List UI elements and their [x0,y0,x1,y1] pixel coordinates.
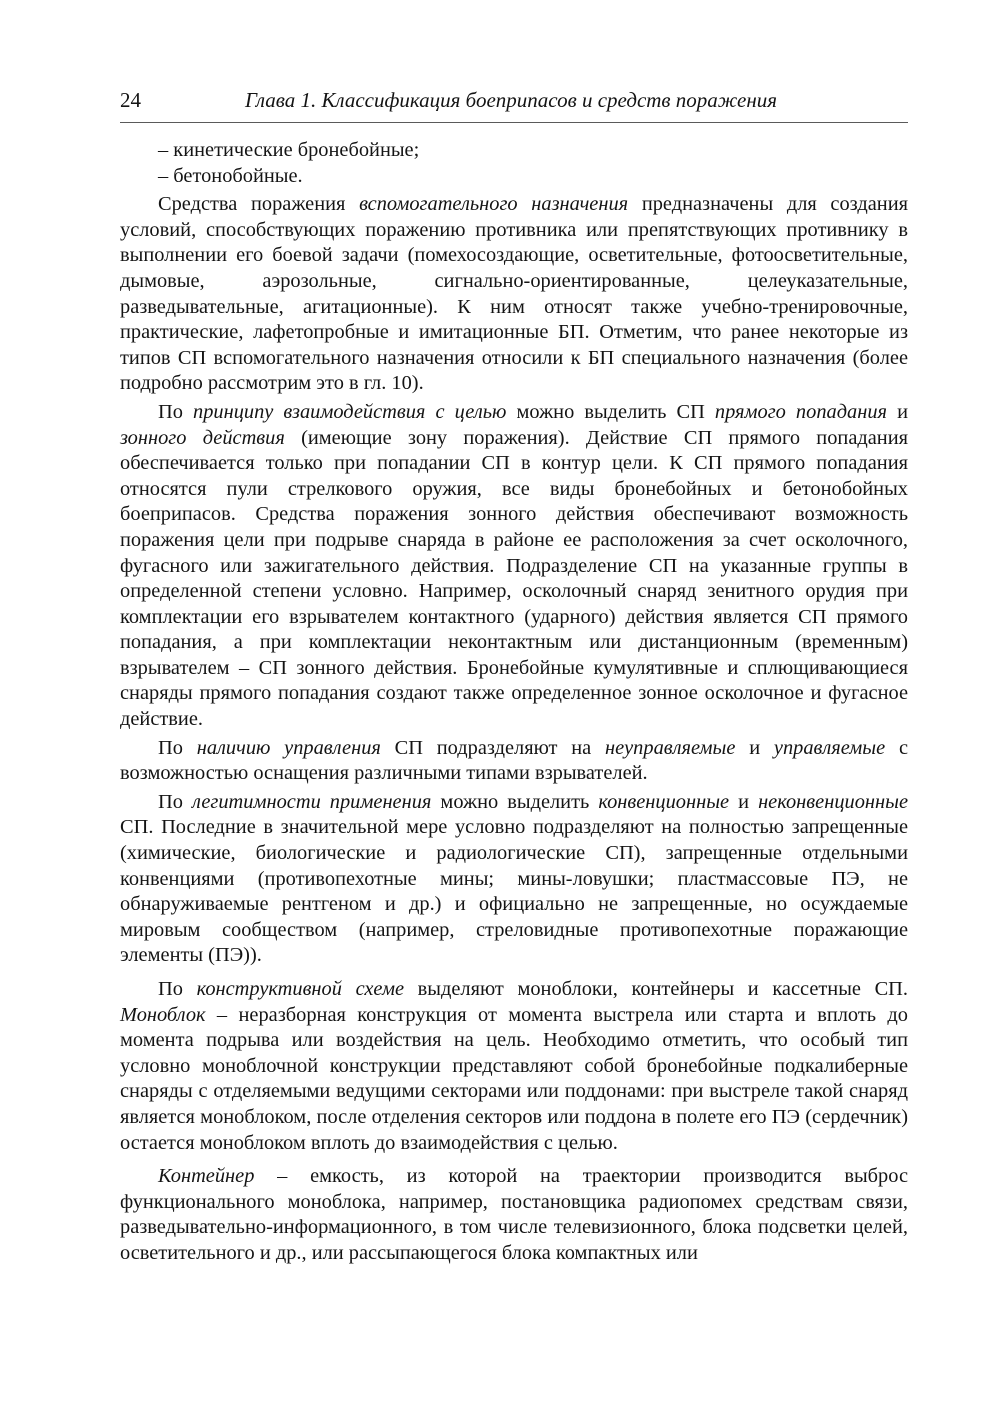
text-run: (имеющие зону поражения). Действие СП прямого попадания обеспечивается только при попадании СП в контур цели. К СП прямого попадания относятся пули стрелкового оружия, все виды бронебойных и бетонобойных боеприпасов. Средства поражения зонного действия обеспечивают возможность поражения цели при подрыве снаряда в районе ее расположения за счет осколочного, фугасного или зажигательного действия. Подразделение СП на указанные группы в определенной степени условно. Например, осколочный снаряд зенитного орудия при комплектации его взрывателем контактного (ударного) действия является СП прямого попадания, а при комплектации неконтактным или дистанционным (временным) взрывателем – СП зонного действия. Бронебойные кумулятивные и сплющивающиеся снаряды прямого попадания создают также определенное зонное осколочное и фугасное действие. [120,426,909,731]
italic-term: конструктивной схеме [196,978,405,1000]
text-run: и [735,736,774,759]
list-item-concrete [120,164,908,190]
text-run: можно выделить СП [506,400,715,423]
italic-term: Моноблок [120,1003,206,1026]
text-run: СП подразделяют на [380,736,605,759]
italic-term: зонного действия [120,426,285,449]
body-text [120,138,908,1267]
italic-term: неуправляемые [604,736,736,759]
italic-term: принципу взаимодействия с целью [193,400,507,423]
text-run: – неразборная конструкция от момента выстрела или старта и вплоть до момента подрыва или воздействия на цель. Необходимо отметить, что особый тип условно моноблочной конструкции представляют собой бронебойные подкалиберные снаряды с отделяемыми ведущими секторами или поддонами: при выстреле такой снаряд является моноблоком, после отделения секторов или поддона в полете его ПЭ (сердечник) остается моноблоком вплоть до взаимодействия с целью. [120,1003,908,1154]
text-run: СП. Последние в значительной мере условно подразделяют на полностью запрещенные (химические, биологические и радиологические СП), запрещенные отдельными конвенциями (противопехотные мины; мины-ловушки; пластмассовые ПЭ, не обнаруживаемые рентгеном и др.) и официально не запрещенные, но осуждаемые мировым сообществом (например, стреловидные противопехотные поражающие элементы (ПЭ)). [120,816,908,967]
italic-term: вспомогательного назначения [359,193,629,216]
text-run: – емкость, из которой на траектории производится выброс функционального моноблока, например, постановщика радиопомех средствам связи, разведывательно-информационного, в том числе телевизионного, блока подсветки целей, осветительного и др., или рассыпающегося блока компактных или [120,1165,908,1264]
text-run: и [887,400,909,423]
chapter-title: Глава 1. Классификация боеприпасов и средств поражения [245,88,778,112]
text-run: По [158,736,197,759]
text-run: По [158,400,193,423]
page-number: 24 [120,88,141,112]
text-run: По [158,978,197,1000]
italic-term: неконвенционные [758,790,908,813]
list-item-kinetic [120,138,908,164]
italic-term: наличию управления [196,736,381,759]
text-run: и [729,790,759,813]
paragraph-guidance [120,736,908,787]
italic-term: управляемые [773,736,886,759]
text-run: предназначены для создания условий, способствующих поражению противника или препятствующих противнику в выполнении его боевой задачи (помехосоздающие, осветительные, фотоосветительные, дымовые, аэрозольные, сигнально-ориентированные, целеуказательные, разведывательные, агитационные). К ним относят также учебно-тренировочные, практические, лафетопробные и имитационные БП. Отметим, что ранее некоторые из типов СП вспомогательного назначения относили к БП специального назначения (более подробно рассмотрим это в гл. 10). [120,193,908,395]
text-run: выделяют моноблоки, контейнеры и кассетные СП. [404,978,908,1000]
paragraph-container [120,1164,908,1266]
text-run: можно выделить [431,790,599,813]
italic-term: конвенционные [598,790,730,813]
paragraph-interaction [120,400,908,733]
italic-term: Контейнер [158,1165,255,1188]
text-run: Средства поражения [158,193,360,216]
paragraph-legitimacy [120,790,908,969]
paragraph-auxiliary [120,192,908,397]
text-run: По [158,790,192,813]
text-run: – кинетические бронебойные; [158,139,420,161]
running-head [120,88,908,123]
text-run: – бетонобойные. [158,164,303,187]
text-run: с возможностью оснащения различными типами взрывателей. [120,736,908,785]
paragraph-design [120,977,908,1156]
italic-term: легитимности применения [191,790,432,813]
italic-term: прямого попадания [714,400,888,423]
